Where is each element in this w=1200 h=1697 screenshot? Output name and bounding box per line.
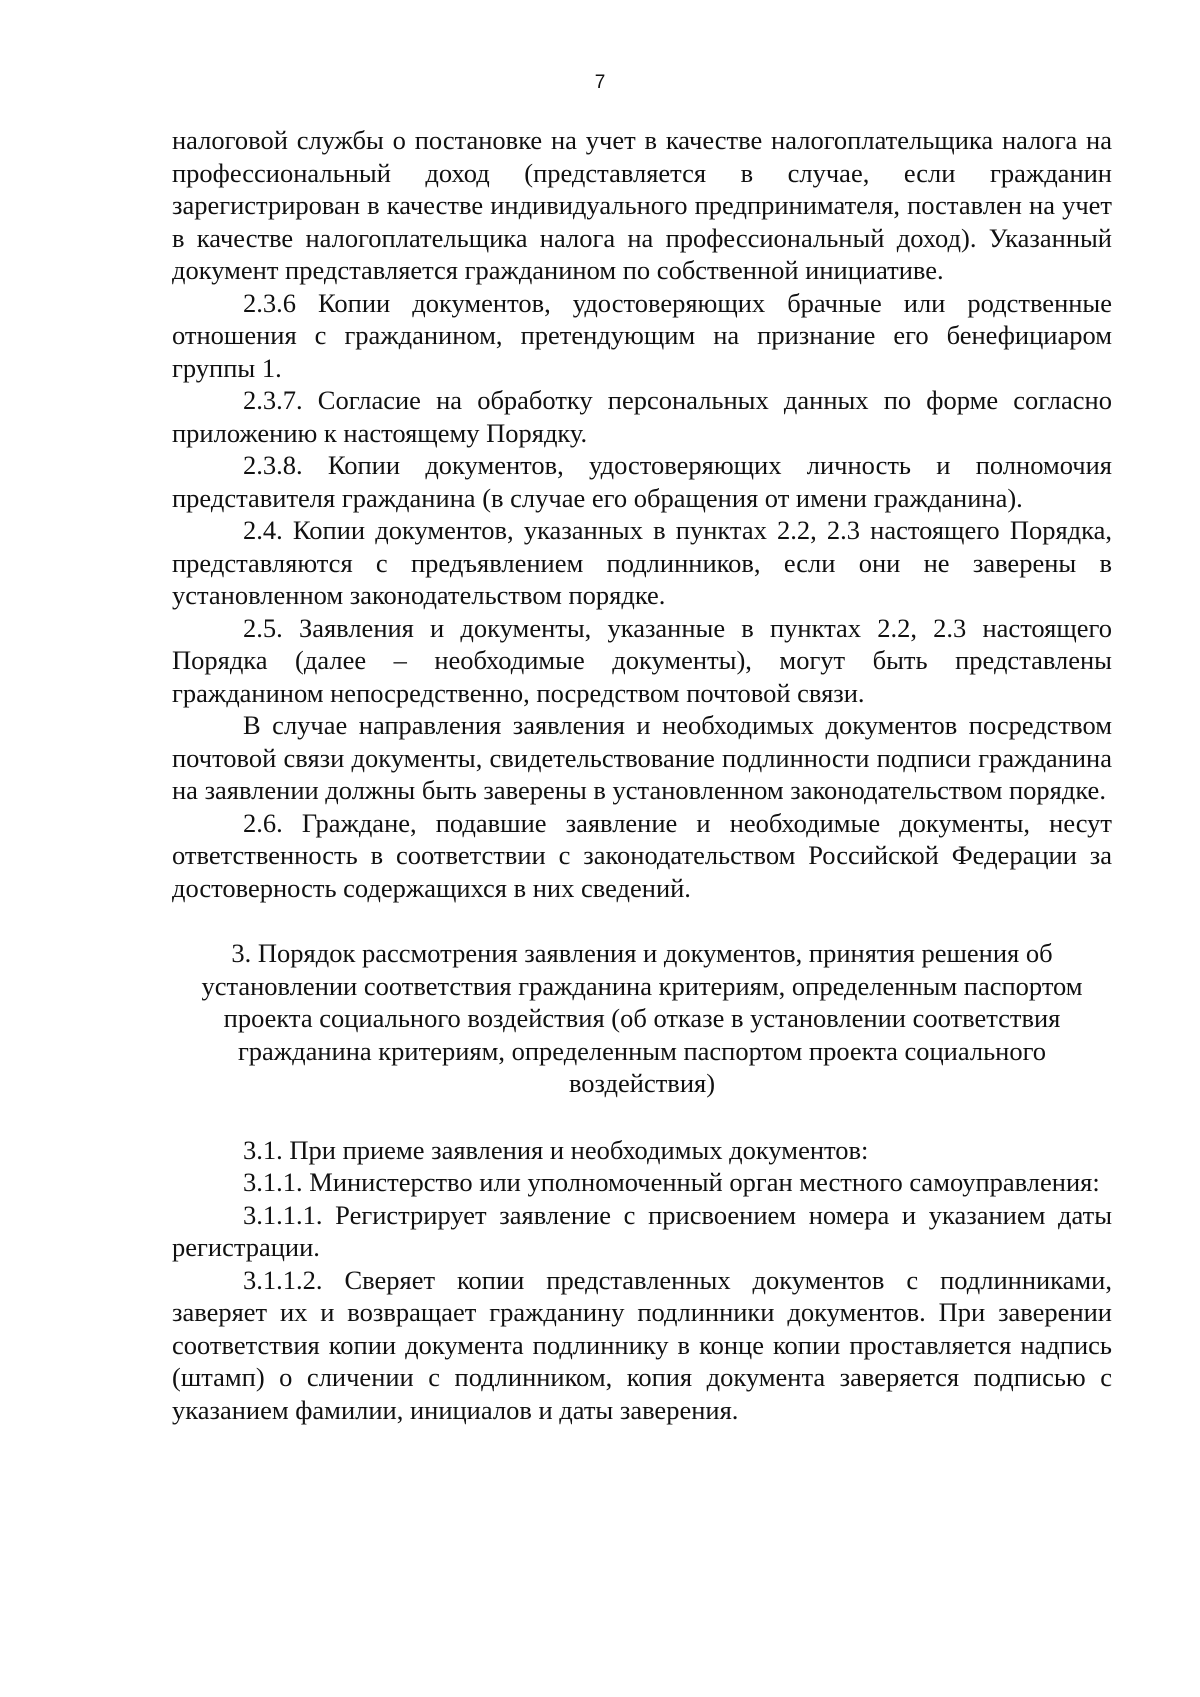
paragraph-3-1-1: 3.1.1. Министерство или уполномоченный орган местного самоуправления: — [243, 1167, 1100, 1197]
paragraph-2-5: 2.5. Заявления и документы, указанные в пунктах 2.2, 2.3 настоящего Порядка (далее – необходимые документы), могут быть представлены гражданином непосредственно, посредством почтовой связи. — [172, 612, 1112, 708]
document-body — [172, 124, 1112, 1426]
paragraph-2-3-8: 2.3.8. Копии документов, удостоверяющих личность и полномочия представителя гражданина (в случае его обращения от имени гражданина). — [172, 450, 1112, 513]
page-number: 7 — [594, 72, 606, 93]
section-heading: 3. Порядок рассмотрения заявления и документов, принятия решения об установлении соответствия гражданина критериям, определенным паспортом проекта социального воздействия (об отказе в установлении соответствия гражданина критериям, определенным паспортом проекта социального воздействия) — [201, 938, 1083, 1098]
paragraph-2-6: 2.6. Граждане, подавшие заявление и необходимые документы, несут ответственность в соответствии с законодательством Российской Федерации за достоверность содержащихся в них сведений. — [172, 807, 1112, 903]
paragraph-3-1-1-2: 3.1.1.2. Сверяет копии представленных документов с подлинниками, заверяет их и возвращает гражданину подлинники документов. При заверении соответствия копии документа подлиннику в конце копии проставляется надпись (штамп) о сличении с подлинником, копия документа заверяется подписью с указанием фамилии, инициалов и даты заверения. — [172, 1264, 1112, 1425]
paragraph-continuation: налоговой службы о постановке на учет в качестве налогоплательщика налога на профессиональный доход (представляется в случае, если гражданин зарегистрирован в качестве индивидуального предпринимателя, поставлен на учет в качестве налогоплательщика налога на профессиональный доход). Указанный документ представляется гражданином по собственной инициативе. — [172, 125, 1112, 285]
paragraph-2-3-7: 2.3.7. Согласие на обработку персональных данных по форме согласно приложению к настоящему Порядку. — [172, 385, 1112, 448]
paragraph-postal: В случае направления заявления и необходимых документов посредством почтовой связи документы, свидетельствование подлинности подписи гражданина на заявлении должны быть заверены в установленном законодательством порядке. — [172, 710, 1112, 805]
paragraph-2-3-6: 2.3.6 Копии документов, удостоверяющих брачные или родственные отношения с гражданином, претендующим на признание его бенефициаром группы 1. — [172, 287, 1112, 383]
paragraph-3-1-1-1: 3.1.1.1. Регистрирует заявление с присвоением номера и указанием даты регистрации. — [172, 1199, 1112, 1262]
paragraph-3-1: 3.1. При приеме заявления и необходимых документов: — [243, 1134, 869, 1165]
paragraph-2-4: 2.4. Копии документов, указанных в пунктах 2.2, 2.3 настоящего Порядка, представляются с предъявлением подлинников, если они не заверены в установленном законодательством порядке. — [172, 515, 1112, 610]
